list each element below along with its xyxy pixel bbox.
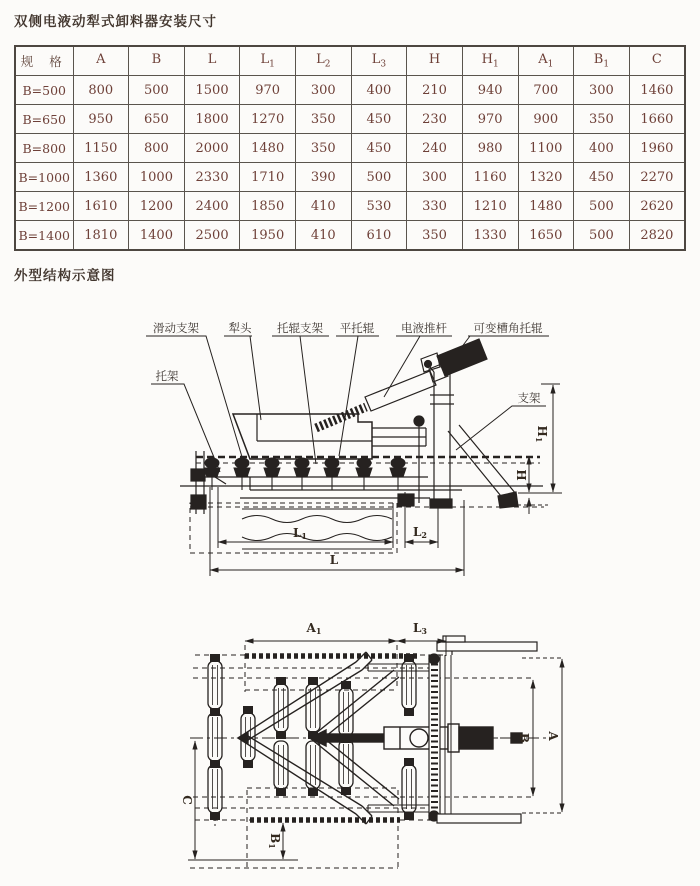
value-cell: 1610 bbox=[73, 192, 129, 221]
value-cell: 450 bbox=[351, 105, 407, 134]
value-cell: 2620 bbox=[629, 192, 685, 221]
value-cell: 400 bbox=[574, 134, 630, 163]
spec-cell: B=1400 bbox=[15, 221, 73, 251]
value-cell: 2270 bbox=[629, 163, 685, 192]
spec-cell: B=1200 bbox=[15, 192, 73, 221]
page-title: 双侧电液动犁式卸料器安装尺寸 bbox=[14, 14, 217, 30]
value-cell: 1000 bbox=[129, 163, 185, 192]
value-cell: 940 bbox=[462, 76, 518, 105]
value-cell: 1160 bbox=[462, 163, 518, 192]
value-cell: 350 bbox=[296, 134, 352, 163]
value-cell: 2820 bbox=[629, 221, 685, 251]
value-cell: 1960 bbox=[629, 134, 685, 163]
col-header: $B_1$ bbox=[574, 46, 630, 76]
value-cell: 230 bbox=[407, 105, 463, 134]
value-cell: 1710 bbox=[240, 163, 296, 192]
col-header: L bbox=[184, 46, 240, 76]
value-cell: 410 bbox=[296, 221, 352, 251]
dim-label-C: C bbox=[180, 795, 194, 805]
col-header: B bbox=[129, 46, 185, 76]
col-header-spec: 规 格 bbox=[15, 46, 73, 76]
value-cell: 1850 bbox=[240, 192, 296, 221]
table-header-row bbox=[15, 46, 685, 76]
spec-cell: B=1000 bbox=[15, 163, 73, 192]
dim-label-B: B bbox=[517, 732, 531, 744]
value-cell: 1320 bbox=[518, 163, 574, 192]
col-header: $L_3$ bbox=[351, 46, 407, 76]
part-label-plow-head: 犁头 bbox=[228, 321, 252, 335]
value-cell: 350 bbox=[407, 221, 463, 251]
value-cell: 300 bbox=[407, 163, 463, 192]
part-label-variable-trough-roller: 可变槽角托辊 bbox=[473, 321, 543, 335]
part-label-hydraulic-pushrod: 电液推杆 bbox=[401, 321, 447, 335]
dim-label-B1: B1 bbox=[267, 833, 282, 849]
value-cell: 2330 bbox=[184, 163, 240, 192]
value-cell: 1270 bbox=[240, 105, 296, 134]
value-cell: 1480 bbox=[240, 134, 296, 163]
value-cell: 970 bbox=[462, 105, 518, 134]
value-cell: 1650 bbox=[518, 221, 574, 251]
part-label-sliding-bracket: 滑动支架 bbox=[153, 321, 199, 335]
value-cell: 300 bbox=[574, 76, 630, 105]
value-cell: 970 bbox=[240, 76, 296, 105]
value-cell: 2000 bbox=[184, 134, 240, 163]
value-cell: 240 bbox=[407, 134, 463, 163]
table-row bbox=[15, 105, 685, 134]
value-cell: 900 bbox=[518, 105, 574, 134]
value-cell: 1500 bbox=[184, 76, 240, 105]
table-row bbox=[15, 192, 685, 221]
value-cell: 1480 bbox=[518, 192, 574, 221]
value-cell: 800 bbox=[129, 134, 185, 163]
diagram-top-view bbox=[0, 600, 700, 886]
value-cell: 530 bbox=[351, 192, 407, 221]
col-header: C bbox=[629, 46, 685, 76]
value-cell: 1950 bbox=[240, 221, 296, 251]
col-header: $A_1$ bbox=[518, 46, 574, 76]
part-label-flat-roller: 平托辊 bbox=[339, 321, 375, 335]
dim-label-A: A bbox=[546, 731, 560, 741]
dim-label-L: L bbox=[329, 553, 339, 567]
dim-label-A1: A1 bbox=[306, 621, 322, 636]
spec-cell: B=800 bbox=[15, 134, 73, 163]
dim-label-L3: L3 bbox=[412, 621, 428, 636]
table-row bbox=[15, 221, 685, 251]
col-header: $L_2$ bbox=[296, 46, 352, 76]
value-cell: 500 bbox=[129, 76, 185, 105]
value-cell: 450 bbox=[351, 134, 407, 163]
part-label-roller-bracket: 托辊支架 bbox=[277, 321, 323, 335]
value-cell: 500 bbox=[574, 192, 630, 221]
dim-label-H1: H1 bbox=[534, 425, 549, 443]
value-cell: 1460 bbox=[629, 76, 685, 105]
value-cell: 2500 bbox=[184, 221, 240, 251]
part-label-support: 支架 bbox=[517, 391, 541, 405]
value-cell: 300 bbox=[296, 76, 352, 105]
dim-label-L1: L1 bbox=[292, 526, 308, 541]
col-header: $L_1$ bbox=[240, 46, 296, 76]
value-cell: 500 bbox=[574, 221, 630, 251]
diagram-side-view bbox=[0, 314, 700, 600]
value-cell: 1800 bbox=[184, 105, 240, 134]
value-cell: 350 bbox=[574, 105, 630, 134]
value-cell: 1360 bbox=[73, 163, 129, 192]
value-cell: 1810 bbox=[73, 221, 129, 251]
table-row bbox=[15, 134, 685, 163]
value-cell: 1100 bbox=[518, 134, 574, 163]
value-cell: 350 bbox=[296, 105, 352, 134]
value-cell: 1210 bbox=[462, 192, 518, 221]
value-cell: 800 bbox=[73, 76, 129, 105]
value-cell: 410 bbox=[296, 192, 352, 221]
dim-label-L2: L2 bbox=[412, 525, 428, 540]
spec-cell: B=650 bbox=[15, 105, 73, 134]
value-cell: 2400 bbox=[184, 192, 240, 221]
dim-label-H: H bbox=[514, 469, 528, 481]
table-row bbox=[15, 76, 685, 105]
diagram-section-title: 外型结构示意图 bbox=[14, 268, 116, 284]
dimension-table bbox=[14, 45, 686, 251]
col-header: H bbox=[407, 46, 463, 76]
value-cell: 450 bbox=[574, 163, 630, 192]
value-cell: 1400 bbox=[129, 221, 185, 251]
table-row bbox=[15, 163, 685, 192]
belt-envelope-linework bbox=[188, 645, 562, 868]
value-cell: 650 bbox=[129, 105, 185, 134]
machine-side-linework bbox=[180, 339, 544, 576]
value-cell: 400 bbox=[351, 76, 407, 105]
value-cell: 210 bbox=[407, 76, 463, 105]
value-cell: 1330 bbox=[462, 221, 518, 251]
value-cell: 1660 bbox=[629, 105, 685, 134]
value-cell: 330 bbox=[407, 192, 463, 221]
value-cell: 610 bbox=[351, 221, 407, 251]
dimension-lines-top bbox=[195, 636, 562, 859]
spec-cell: B=500 bbox=[15, 76, 73, 105]
value-cell: 700 bbox=[518, 76, 574, 105]
value-cell: 1200 bbox=[129, 192, 185, 221]
col-header: A bbox=[73, 46, 129, 76]
value-cell: 500 bbox=[351, 163, 407, 192]
value-cell: 950 bbox=[73, 105, 129, 134]
value-cell: 390 bbox=[296, 163, 352, 192]
table-body bbox=[15, 76, 685, 251]
col-header: $H_1$ bbox=[462, 46, 518, 76]
value-cell: 980 bbox=[462, 134, 518, 163]
part-label-bracket: 托架 bbox=[155, 369, 179, 383]
value-cell: 1150 bbox=[73, 134, 129, 163]
